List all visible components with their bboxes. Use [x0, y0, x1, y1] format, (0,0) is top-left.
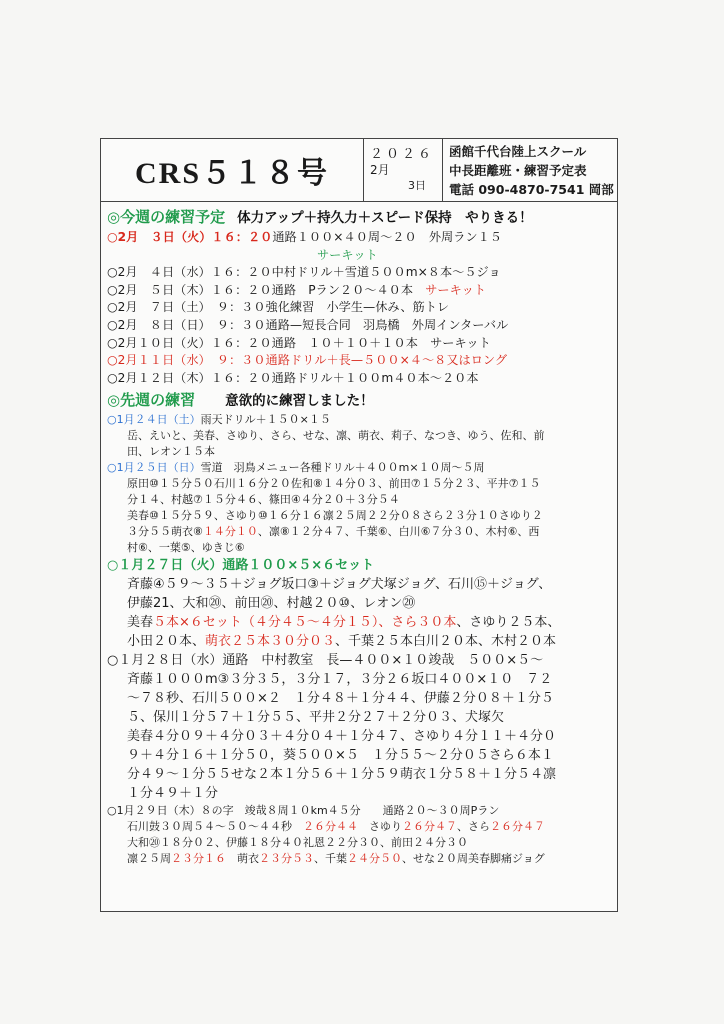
schedule-line-circuit: サーキット [317, 247, 378, 262]
record-line: ５、保川１分５７＋１分５５、平井２分２７＋２分０３、犬塚欠 [127, 710, 505, 726]
last-week-subtitle: 意欲的に練習しました！ [225, 393, 374, 410]
record-line: ○１月２８日（水）通路 中村教室 長—４００×１０竣哉 ５００×５〜 [107, 653, 544, 669]
record-line: １分４９＋１分 [127, 786, 219, 802]
record-line: 村⑥、一葉⑤、ゆきじ⑥ [127, 541, 245, 555]
this-week-subtitle: 体力アップ＋持久力＋スピード保持 やりきる！ [237, 210, 533, 226]
record-line: 伊藤21、大和⑳、前田⑳、村越２０⑩、レオン⑳ [127, 596, 416, 612]
record-line: 斉藤１０００m③３分３５，３分１７，３分２６坂口４００×１０ ７２ [127, 672, 553, 688]
record-line: 原田⑩１５分５０石川１６分２０佐和⑧１４分０３、前田⑦１５分２３、平井⑦１５ [127, 477, 541, 491]
issue-day: 3日 [408, 179, 426, 192]
record-line: 美春４分０９＋４分０３＋４分０４＋１分４７、さゆり４分１１＋４分０ [127, 729, 557, 745]
record-line: ○1月２９日（木）８の字 竣哉８周１０km４５分 通路２０〜３０周Pラン [107, 804, 500, 818]
schedule-line: ○2月 ４日（水）１６：２０中村ドリル＋雪道５００m×８本〜５ジョ [107, 265, 501, 280]
header [101, 139, 617, 202]
record-line: 美春５本×６セット（４分４５〜４分１５）、さら３０本、さゆり２５本、 [127, 615, 561, 631]
organization-info [443, 139, 617, 201]
issue-date [364, 139, 443, 201]
issue-month: 2月 [370, 163, 390, 177]
org-phone: 電話 090-4870-7541 岡部 [449, 182, 614, 197]
record-line: 石川鼓３０周５４〜５０〜４４秒 ２６分４４ さゆり２６分４７、さら２６分４７ [127, 820, 545, 834]
record-line: ○1月２５日（日）雪道 羽鳥メニュー各種ドリル＋４００m×１０周〜５周 [107, 461, 485, 475]
schedule-line-highlight: ○2月１１日（水） ９：３０通路ドリル＋長—５００×４〜８又はロング [107, 353, 508, 368]
newsletter-title: CRS５１８号 [101, 139, 364, 201]
schedule-line: ○2月 ３日（火）１６：２０通路１００×４０周〜２０ 外周ラン１５ [107, 230, 502, 244]
schedule-line: ○2月１２日（木）１６：２０通路ドリル＋１００m４０本〜２０本 [107, 370, 479, 385]
record-line: 斉藤④５９〜３５＋ジョグ坂口③＋ジョグ犬塚ジョグ、石川⑮＋ジョグ、 [127, 577, 552, 593]
record-line: 凛２５周２３分１６ 萌衣２３分５３、千葉２４分５０、せな２０周美春脚痛ジョグ [127, 852, 545, 866]
schedule-line: ○2月 ５日（木）１６：２０通路 Pラン２０〜４０本 サーキット [107, 282, 486, 297]
record-line: 分４９〜１分５５せな２本１分５６＋１分５９萌衣１分５８＋１分５４凛 [127, 767, 557, 783]
record-line: 〜７８秒、石川５００×２ １分４８＋１分４４、伊藤２分０８＋１分５ [127, 691, 554, 707]
record-line: 小田２０本、萌衣２５本３０分０３、千葉２５本白川２０本、木村２０本 [127, 634, 557, 650]
record-line: 岳、えいと、美春、さゆり、さら、せな、凛、萌衣、莉子、なつき、ゆう、佐和、前 [127, 429, 545, 443]
record-line: 田、レオン１５本 [127, 445, 215, 459]
this-week-heading: ◎今週の練習予定 体力アップ＋持久力＋スピード保持 やりきる！ [107, 208, 533, 226]
last-week-heading: ◎先週の練習 意欲的に練習しました！ [107, 391, 374, 410]
practice-schedule-sheet [100, 138, 618, 912]
schedule-line: ○2月 ７日（土） ９：３０強化練習 小学生—休み、筋トレ [107, 300, 450, 315]
record-line: ９＋４分１６＋１分５０，葵５００×５ １分５５〜２分０５さら６本１ [127, 748, 554, 764]
org-name: 函館千代台陸上スクール [449, 144, 587, 159]
record-line: 分１４、村越⑦１５分４６、篠田④４分２０＋３分５４ [127, 493, 400, 507]
issue-year: ２０２６ [370, 147, 435, 162]
record-line: 大和⑳１８分０２、伊藤１８分４０礼恩２２分３０、前田２４分３０ [127, 836, 468, 850]
org-team: 中長距離班・練習予定表 [449, 163, 587, 178]
record-line: ○１月２７日（火）通路１００×５×６セット [107, 558, 375, 574]
record-line: ３分５５萌衣⑧１４分１０、凛⑧１２分４７、千葉⑥、白川⑥７分３０、木村⑥、西 [127, 525, 540, 539]
content [101, 202, 617, 867]
record-line: 美春⑩１５分５９、さゆり⑩１６分１６凛２５周２２分０８さら２３分１０さゆり２ [127, 509, 543, 523]
schedule-line: ○2月 ８日（日） ９：３０通路—短長合同 羽鳥橋 外周インターバル [107, 317, 509, 332]
record-line: ○1月２４日（土）雨天ドリル＋１５０×１５ [107, 413, 331, 427]
schedule-line: ○2月１０日（火）１６：２０通路 １０＋１０＋１０本 サーキット [107, 335, 491, 350]
